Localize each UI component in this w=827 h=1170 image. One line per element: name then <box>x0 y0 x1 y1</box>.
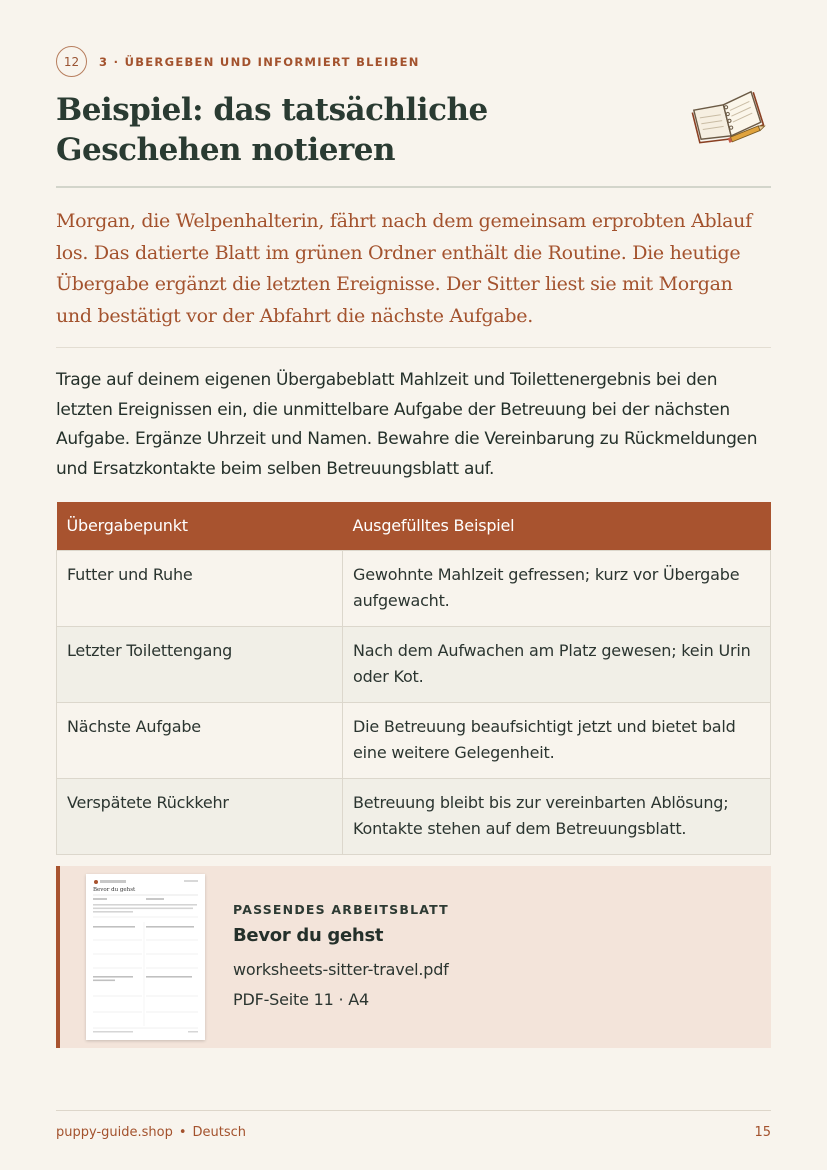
example-cell: Betreuung bleibt bis zur vereinbarten Ablösung; Kontakte stehen auf dem Betreuungsblatt. <box>343 778 771 854</box>
handover-table <box>56 502 771 855</box>
intro-divider <box>56 347 771 348</box>
thumbnail-title: Bevor du gehst <box>93 887 136 893</box>
chapter-number-badge: 12 <box>56 46 87 77</box>
chapter-header <box>56 46 420 77</box>
footer-divider <box>56 1110 771 1111</box>
footer-info <box>56 1125 246 1140</box>
worksheet-thumbnail <box>86 874 205 1040</box>
table-row <box>57 778 771 854</box>
handover-item-cell: Futter und Ruhe <box>57 550 343 626</box>
intro-paragraph: Morgan, die Welpenhalterin, fährt nach dem gemeinsam erprobten Ablauf los. Das datierte Blatt im grünen Ordner enthält die Routine. Die heutige Übergabe ergänzt die letzten Ereignisse. Der Sitter liest sie mit Morgan und bestätigt vor der Abfahrt die nächste Aufgabe. <box>56 210 752 327</box>
handover-item-cell: Letzter Toilettengang <box>57 626 343 702</box>
title-divider <box>56 186 771 188</box>
footer-language: Deutsch <box>192 1125 247 1140</box>
table-row <box>57 626 771 702</box>
worksheet-page-preview <box>86 874 205 1040</box>
column-header: Übergabepunkt <box>57 502 343 550</box>
instruction-paragraph: Trage auf deinem eigenen Übergabeblatt Mahlzeit und Toilettenergebnis bei den letzten Ereignissen ein, die unmittelbare Aufgabe der Betreuung bei der nächsten Aufgabe. Ergänze Uhrzeit und Namen. Bewahre die Vereinbarung zu Rückmeldungen und Ersatzkontakte beim selben Betreuungsblatt auf. <box>56 370 758 479</box>
page-number: 15 <box>754 1125 771 1140</box>
handover-item-cell: Nächste Aufgabe <box>57 702 343 778</box>
example-cell: Gewohnte Mahlzeit gefressen; kurz vor Übergabe aufgewacht. <box>343 550 771 626</box>
example-cell: Die Betreuung beaufsichtigt jetzt und bietet bald eine weitere Gelegenheit. <box>343 702 771 778</box>
table-row <box>57 702 771 778</box>
page-title: Beispiel: das tatsächliche Geschehen notieren <box>56 92 488 168</box>
worksheet-callout <box>56 866 771 1048</box>
worksheet-filename: worksheets-sitter-travel.pdf <box>233 960 449 979</box>
table-header-row <box>57 502 771 550</box>
worksheet-page-info: PDF-Seite 11 · A4 <box>233 990 369 1009</box>
chapter-label: 3 · ÜBERGEBEN UND INFORMIERT BLEIBEN <box>99 54 420 69</box>
notebook-pencil-icon <box>690 86 766 144</box>
footer-site-link[interactable]: puppy-guide.shop <box>56 1125 173 1140</box>
handover-item-cell: Verspätete Rückkehr <box>57 778 343 854</box>
table-row <box>57 550 771 626</box>
footer-separator: • <box>178 1125 187 1140</box>
column-header: Ausgefülltes Beispiel <box>343 502 771 550</box>
example-cell: Nach dem Aufwachen am Platz gewesen; kein Urin oder Kot. <box>343 626 771 702</box>
worksheet-title: Bevor du gehst <box>233 925 384 946</box>
worksheet-kicker: PASSENDES ARBEITSBLATT <box>233 902 449 917</box>
